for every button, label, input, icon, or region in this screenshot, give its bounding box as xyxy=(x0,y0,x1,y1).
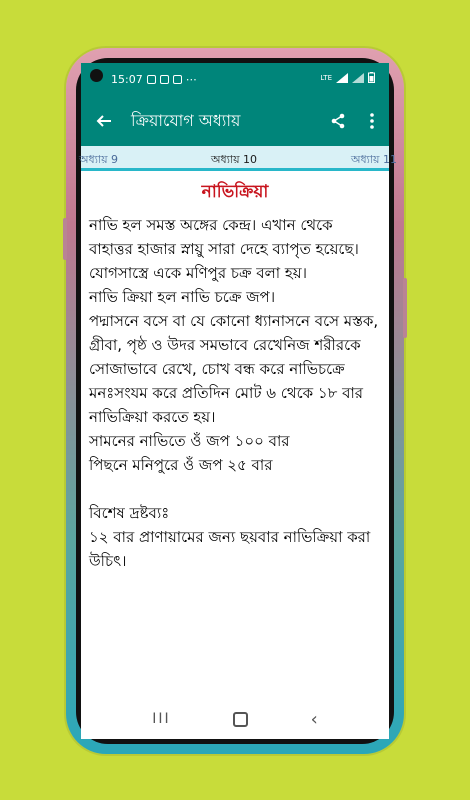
message-icon xyxy=(173,75,182,84)
status-right xyxy=(320,72,375,83)
signal-icon xyxy=(336,73,348,83)
gallery-icon xyxy=(160,75,169,84)
volume-button xyxy=(63,218,67,260)
status-left xyxy=(97,73,197,86)
overflow-menu-button[interactable] xyxy=(355,96,389,146)
recent-apps-icon[interactable]: III xyxy=(152,711,171,727)
tab-next-chapter[interactable]: অধ্যায় 11 xyxy=(350,153,397,166)
paragraph: নাভি হল সমস্ত অঙ্গের কেন্দ্র। এখান থেকে বাহাত্তর হাজার স্নায়ু সারা দেহে ব্যাপৃত হয়েছে। যোগসাস্ত্রে একে মণিপুর চক্র বলা হয়। xyxy=(89,216,364,282)
system-nav-bar xyxy=(81,699,389,739)
status-time: 15:07 xyxy=(111,73,143,86)
tab-prev-chapter[interactable]: অধ্যায় 9 xyxy=(79,153,119,166)
chapter-heading: নাভিক্রিয়া xyxy=(201,182,269,202)
more-notifications-icon: ⋯ xyxy=(185,73,197,86)
home-icon[interactable] xyxy=(233,712,248,727)
signal2-icon xyxy=(352,73,364,83)
back-button[interactable] xyxy=(83,96,125,146)
chapter-content[interactable] xyxy=(81,171,389,699)
network-type: LTE xyxy=(320,73,332,82)
more-vert-icon xyxy=(370,113,374,129)
share-icon xyxy=(330,113,346,129)
share-button[interactable] xyxy=(321,96,355,146)
power-button xyxy=(403,278,407,338)
app-title: ক্রিয়াযোগ অধ্যায় xyxy=(131,110,241,130)
phone-bezel xyxy=(76,58,397,744)
paragraph: বিশেষ দ্রষ্টব্যঃ xyxy=(89,504,170,522)
paragraph: সামনের নাভিতে ওঁ জপ ১০০ বার xyxy=(89,432,290,450)
chapter-tabs xyxy=(79,146,397,171)
paragraph: পদ্মাসনে বসে বা যে কোনো ধ্যানাসনে বসে মস্তক, গ্রীবা, পৃষ্ঠ ও উদর সমভাবে রেখেনিজ শরীরকে সোজাভাবে রেখে, চোখ বন্ধ করে নাভিচক্রে মনঃসংযম করে প্রতিদিন মোট ৬ থেকে ১৮ বার নাভিক্রিয়া করতে হয়। xyxy=(89,312,383,426)
battery-icon xyxy=(368,72,375,83)
screen xyxy=(79,63,397,739)
front-camera xyxy=(90,69,103,82)
tab-current-chapter[interactable]: অধ্যায় 10 xyxy=(211,153,258,166)
app-bar xyxy=(81,96,389,146)
paragraph: নাভি ক্রিয়া হল নাভি চক্রে জপ। xyxy=(89,288,276,306)
paragraph-spacer xyxy=(89,477,381,501)
nav-back-icon[interactable]: ‹ xyxy=(310,708,318,730)
paragraph: ১২ বার প্রাণায়ামের জন্য ছয়বার নাভিক্রিয়া করা উচিৎ। xyxy=(89,528,376,570)
paragraph: পিছনে মনিপুরে ওঁ জপ ২৫ বার xyxy=(89,456,273,474)
arrow-left-icon xyxy=(96,113,112,129)
phone-frame xyxy=(66,48,404,754)
notification-icon xyxy=(147,75,156,84)
status-bar xyxy=(81,63,389,96)
